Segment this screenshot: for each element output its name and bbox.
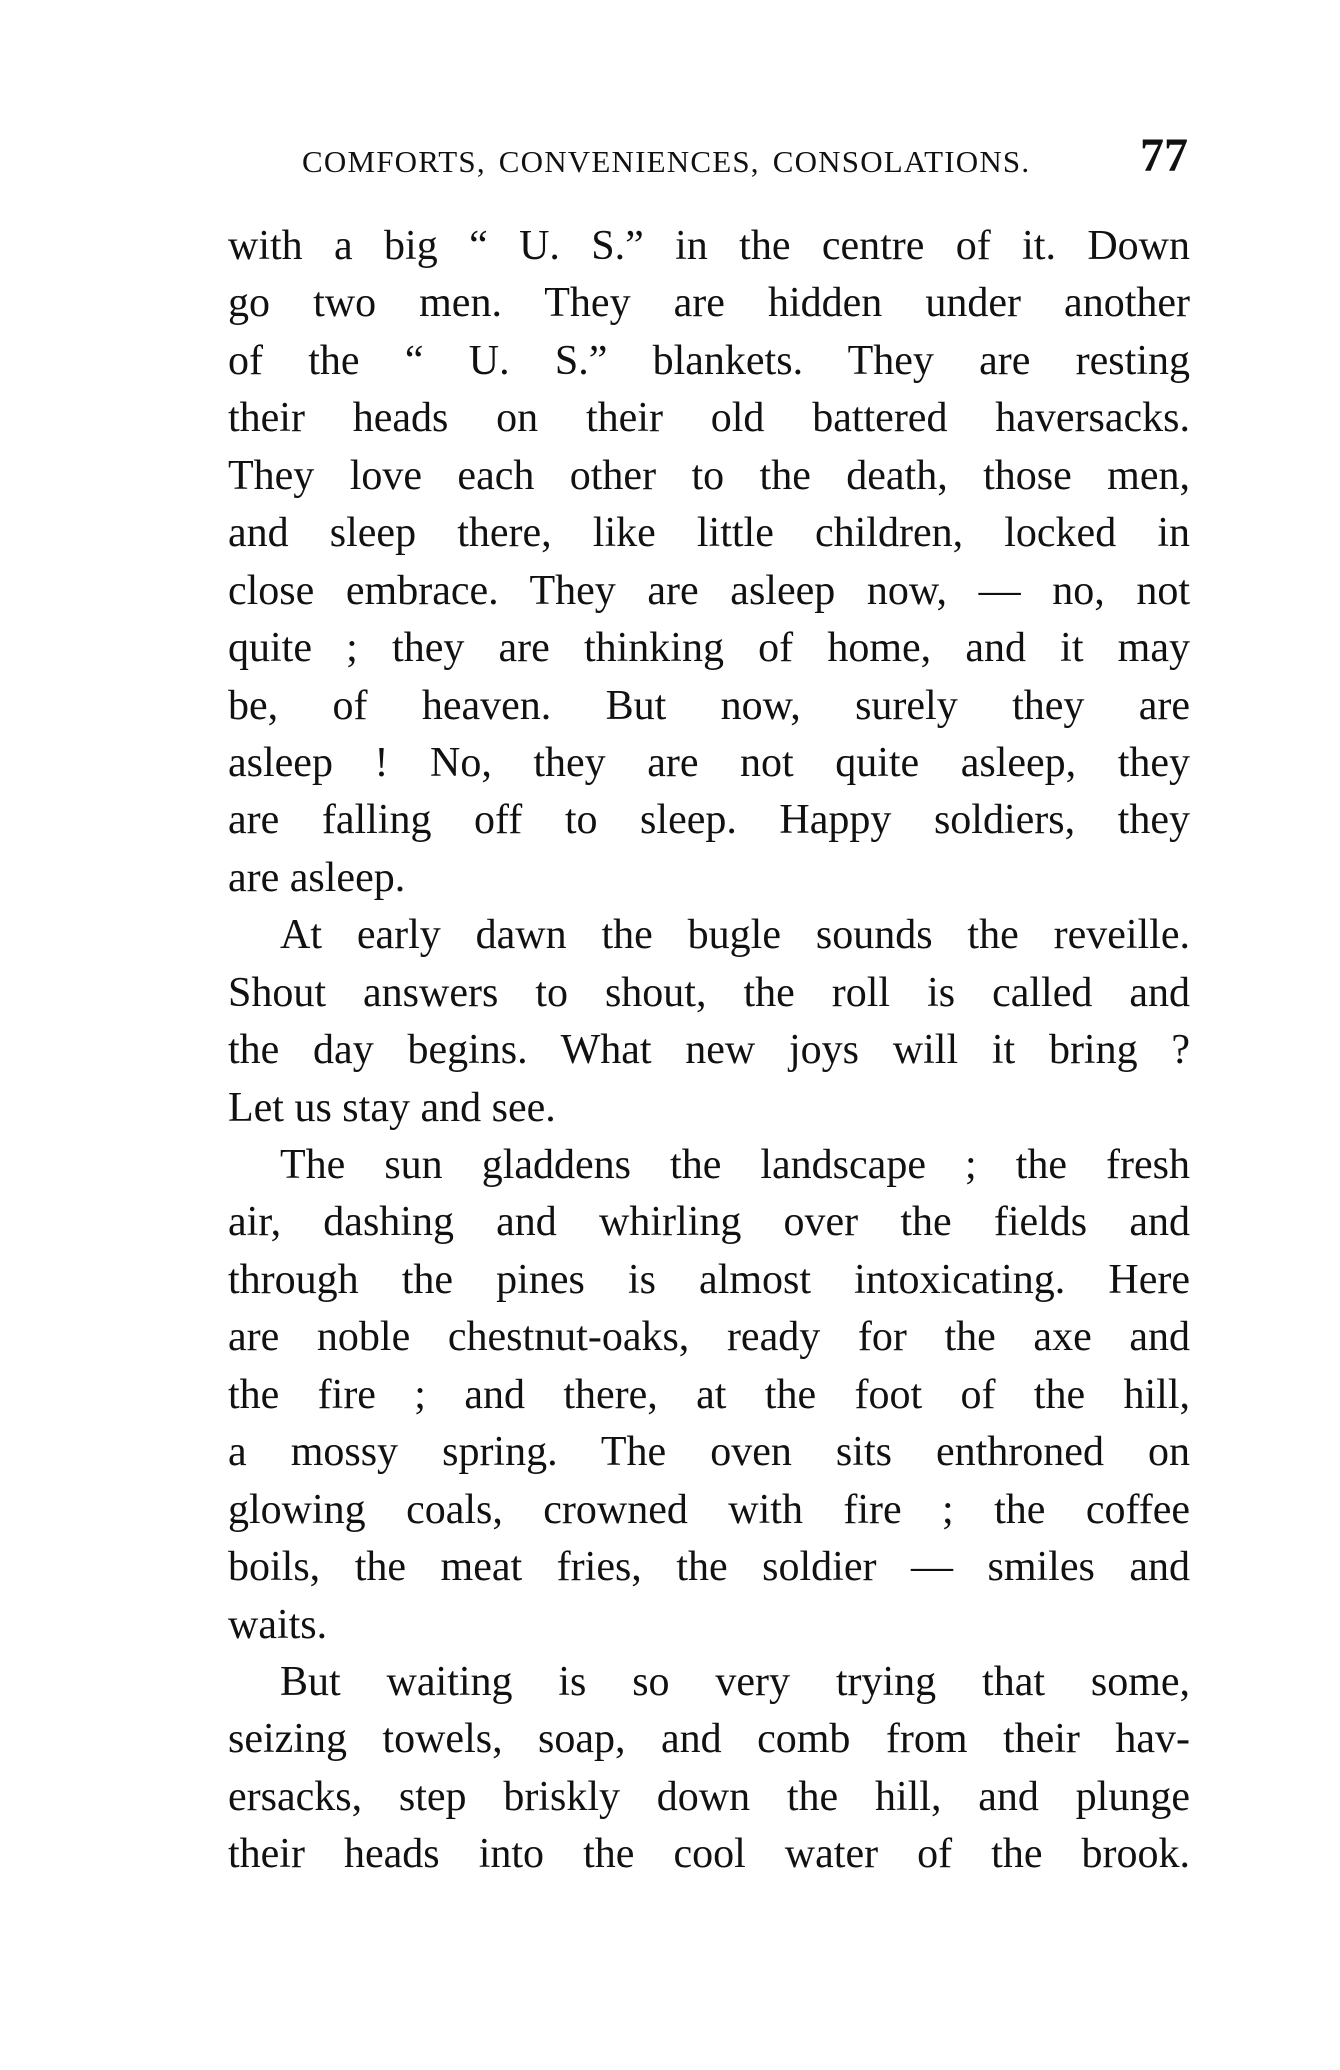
text-line: waits. [228,1601,328,1648]
text-line: are falling off to sleep. Happy soldiers, they [228,797,1190,844]
page-number: 77 [1140,129,1188,182]
text-line: boils, the meat fries, the soldier — smiles and [228,1544,1190,1591]
text-line: Let us stay and see. [228,1084,556,1131]
paragraph-first-line: The sun gladdens the landscape ; the fresh [280,1142,1190,1188]
running-head-title: COMFORTS, CONVENIENCES, CONSOLATIONS. [302,144,1031,179]
text-line: They love each other to the death, those men, [228,452,1190,499]
text-line: quite ; they are thinking of home, and it may [228,625,1190,672]
text-line: and sleep there, like little children, locked in [228,510,1190,557]
text-line: close embrace. They are asleep now, — no, not [228,567,1190,614]
text-line: the fire ; and there, at the foot of the hill, [228,1371,1190,1418]
text-line: asleep ! No, they are not quite asleep, they [228,739,1190,786]
text-line: the day begins. What new joys will it bring ? [228,1027,1190,1074]
text-line: are asleep. [228,854,406,901]
text-line: of the “ U. S.” blankets. They are resting [228,337,1190,384]
text-line: ersacks, step briskly down the hill, and plunge [228,1773,1190,1820]
text-line: air, dashing and whirling over the fields and [228,1199,1190,1246]
paragraph-first-line: But waiting is so very trying that some, [280,1658,1190,1705]
paragraph-first-line: At early dawn the bugle sounds the reveille. [280,912,1190,959]
text-line: their heads into the cool water of the brook. [228,1831,1190,1878]
text-line: through the pines is almost intoxicating. Here [228,1256,1190,1303]
text-line: glowing coals, crowned with fire ; the coffee [228,1486,1190,1533]
text-line: their heads on their old battered haversacks. [228,395,1190,442]
text-line: Shout answers to shout, the roll is called and [228,969,1190,1016]
text-line: with a big “ U. S.” in the centre of it. Down [228,223,1190,269]
text-line: seizing towels, soap, and comb from their hav- [228,1716,1190,1763]
text-line: a mossy spring. The oven sits enthroned on [228,1429,1190,1476]
text-line: be, of heaven. But now, surely they are [228,682,1190,729]
body-text [228,218,1190,1884]
text-line: go two men. They are hidden under another [228,280,1190,327]
running-head [302,128,1188,188]
text-line: are noble chestnut-oaks, ready for the axe and [228,1314,1190,1361]
